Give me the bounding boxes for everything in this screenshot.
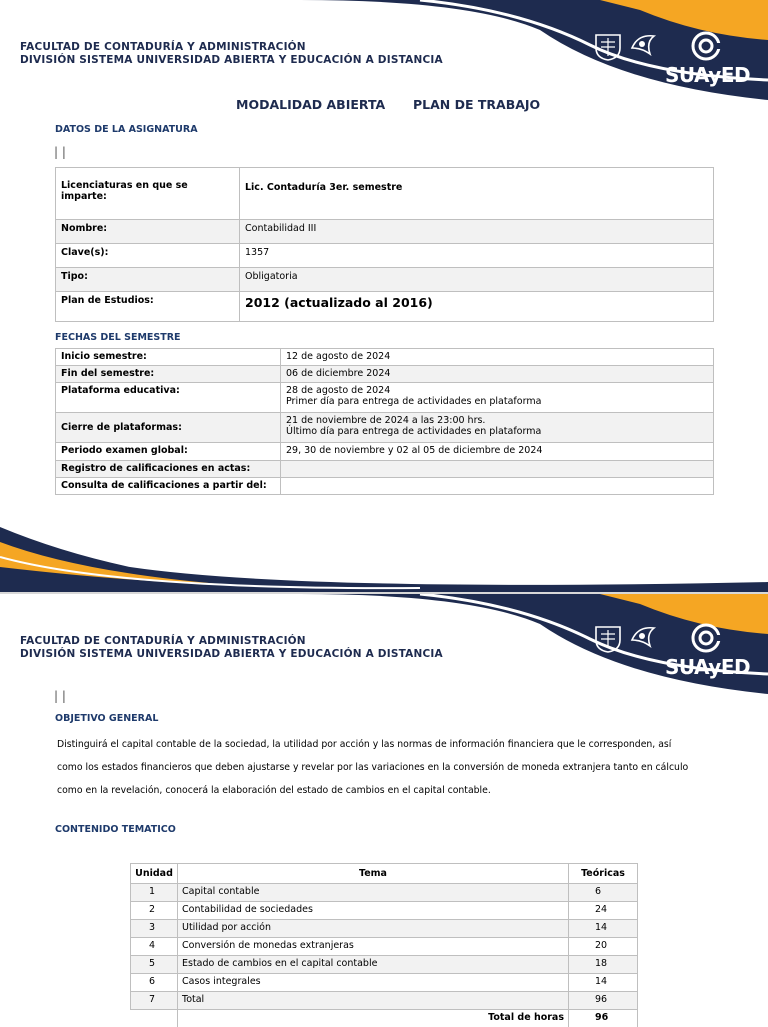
- fecha-label: Cierre de plataformas:: [56, 413, 281, 443]
- unidad-cell: 4: [131, 938, 178, 956]
- teoricas-cell: 24: [569, 902, 638, 920]
- table-row: [131, 956, 638, 974]
- asignatura-label: Plan de Estudios:: [56, 292, 240, 322]
- tema-cell: Estado de cambios en el capital contable: [178, 956, 569, 974]
- fechas-table: [55, 348, 714, 495]
- tema-cell: Casos integrales: [178, 974, 569, 992]
- suayed-logo-text: SUAyED: [665, 655, 750, 679]
- teoricas-cell: 18: [569, 956, 638, 974]
- fecha-value: 29, 30 de noviembre y 02 al 05 de diciembre de 2024: [281, 443, 714, 461]
- edit-cursor-mark: | |: [54, 689, 66, 703]
- fca-logo-icon: [628, 30, 658, 60]
- unam-logo-icon: [593, 32, 623, 62]
- fecha-value: 12 de agosto de 2024: [281, 349, 714, 366]
- suayed-logo-text: SUAyED: [665, 63, 750, 87]
- fecha-value-cell: [281, 383, 714, 413]
- teoricas-cell: 20: [569, 938, 638, 956]
- fca-logo-icon: [628, 622, 658, 652]
- teoricas-cell: 14: [569, 920, 638, 938]
- teoricas-cell: 96: [569, 992, 638, 1010]
- table-row: [131, 884, 638, 902]
- asignatura-label: Clave(s):: [56, 244, 240, 268]
- teoricas-header: Teóricas: [569, 864, 638, 884]
- asignatura-label: Tipo:: [56, 268, 240, 292]
- unidad-header: Unidad: [131, 864, 178, 884]
- faculty-name: FACULTAD DE CONTADURÍA Y ADMINISTRACIÓN: [20, 41, 306, 54]
- table-row: [56, 268, 714, 292]
- fecha-label: Consulta de calificaciones a partir del:: [56, 478, 281, 495]
- table-row: [131, 938, 638, 956]
- contenido-table: [130, 863, 638, 1027]
- asignatura-table: [55, 167, 714, 322]
- tema-cell: Capital contable: [178, 884, 569, 902]
- total-label: Total de horas: [178, 1010, 569, 1027]
- fecha-value: [281, 478, 714, 495]
- table-row: [56, 461, 714, 478]
- total-value: 96: [569, 1010, 638, 1027]
- table-row: [56, 413, 714, 443]
- fecha-label: Inicio semestre:: [56, 349, 281, 366]
- tema-cell: Contabilidad de sociedades: [178, 902, 569, 920]
- tema-cell: Utilidad por acción: [178, 920, 569, 938]
- division-name: DIVISIÓN SISTEMA UNIVERSIDAD ABIERTA Y EDUCACIÓN A DISTANCIA: [20, 54, 443, 67]
- table-header-row: [131, 864, 638, 884]
- unidad-cell: 1: [131, 884, 178, 902]
- table-row: [56, 220, 714, 244]
- table-row: [56, 292, 714, 322]
- fecha-label: Periodo examen global:: [56, 443, 281, 461]
- table-row: [131, 992, 638, 1010]
- suayed-symbol-icon: [690, 622, 722, 654]
- table-row: [56, 478, 714, 495]
- fecha-label: Registro de calificaciones en actas:: [56, 461, 281, 478]
- tema-cell: Conversión de monedas extranjeras: [178, 938, 569, 956]
- unidad-cell: 6: [131, 974, 178, 992]
- unam-logo-icon: [593, 624, 623, 654]
- unidad-cell: 5: [131, 956, 178, 974]
- fecha-value-cell: [281, 413, 714, 443]
- teoricas-cell: 14: [569, 974, 638, 992]
- asignatura-value: Obligatoria: [240, 268, 714, 292]
- unidad-cell: 3: [131, 920, 178, 938]
- table-total-row: [131, 1010, 638, 1027]
- edit-cursor-mark: | |: [54, 145, 66, 159]
- tema-header: Tema: [178, 864, 569, 884]
- fecha-note: Primer día para entrega de actividades en plataforma: [286, 396, 708, 407]
- asignatura-label: Nombre:: [56, 220, 240, 244]
- table-row: [56, 366, 714, 383]
- suayed-symbol-icon: [690, 30, 722, 62]
- fecha-label: Fin del semestre:: [56, 366, 281, 383]
- table-row: [56, 168, 714, 220]
- asignatura-value: 2012 (actualizado al 2016): [240, 292, 714, 322]
- table-row: [131, 974, 638, 992]
- section-objetivo-heading: OBJETIVO GENERAL: [55, 713, 158, 724]
- empty-cell: [131, 1010, 178, 1027]
- fecha-value: 06 de diciembre 2024: [281, 366, 714, 383]
- table-row: [56, 443, 714, 461]
- table-row: [56, 349, 714, 366]
- teoricas-cell: 6: [569, 884, 638, 902]
- faculty-name: FACULTAD DE CONTADURÍA Y ADMINISTRACIÓN: [20, 635, 306, 648]
- section-contenido-heading: CONTENIDO TEMATICO: [55, 824, 176, 835]
- table-row: [131, 920, 638, 938]
- table-row: [56, 244, 714, 268]
- fecha-label: Plataforma educativa:: [56, 383, 281, 413]
- fecha-value: 21 de noviembre de 2024 a las 23:00 hrs.: [286, 415, 708, 426]
- tema-cell: Total: [178, 992, 569, 1010]
- fecha-value: 28 de agosto de 2024: [286, 385, 708, 396]
- asignatura-value: Contabilidad III: [240, 220, 714, 244]
- table-row: [131, 902, 638, 920]
- footer-banner: [0, 512, 768, 592]
- table-row: [56, 383, 714, 413]
- division-name: DIVISIÓN SISTEMA UNIVERSIDAD ABIERTA Y EDUCACIÓN A DISTANCIA: [20, 648, 443, 661]
- objetivo-text: Distinguirá el capital contable de la sociedad, la utilidad por acción y las normas de información financiera que le corresponden, así como los estados financieros que deben ajustarse y revelar por las variaciones en la conversión de moneda extranjera tanto en cálculo como en la revelación, conocerá la elaboración del estado de cambios en el capital contable.: [57, 733, 697, 802]
- unidad-cell: 2: [131, 902, 178, 920]
- asignatura-value: Lic. Contaduría 3er. semestre: [240, 168, 714, 220]
- plan-title: PLAN DE TRABAJO: [413, 97, 540, 112]
- section-fechas-heading: FECHAS DEL SEMESTRE: [55, 332, 181, 343]
- asignatura-label: Licenciaturas en que se imparte:: [56, 168, 240, 220]
- asignatura-value: 1357: [240, 244, 714, 268]
- fecha-value: [281, 461, 714, 478]
- section-asignatura-heading: DATOS DE LA ASIGNATURA: [55, 124, 198, 135]
- fecha-note: Último día para entrega de actividades en plataforma: [286, 426, 708, 437]
- unidad-cell: 7: [131, 992, 178, 1010]
- modality-title: MODALIDAD ABIERTA: [236, 97, 385, 112]
